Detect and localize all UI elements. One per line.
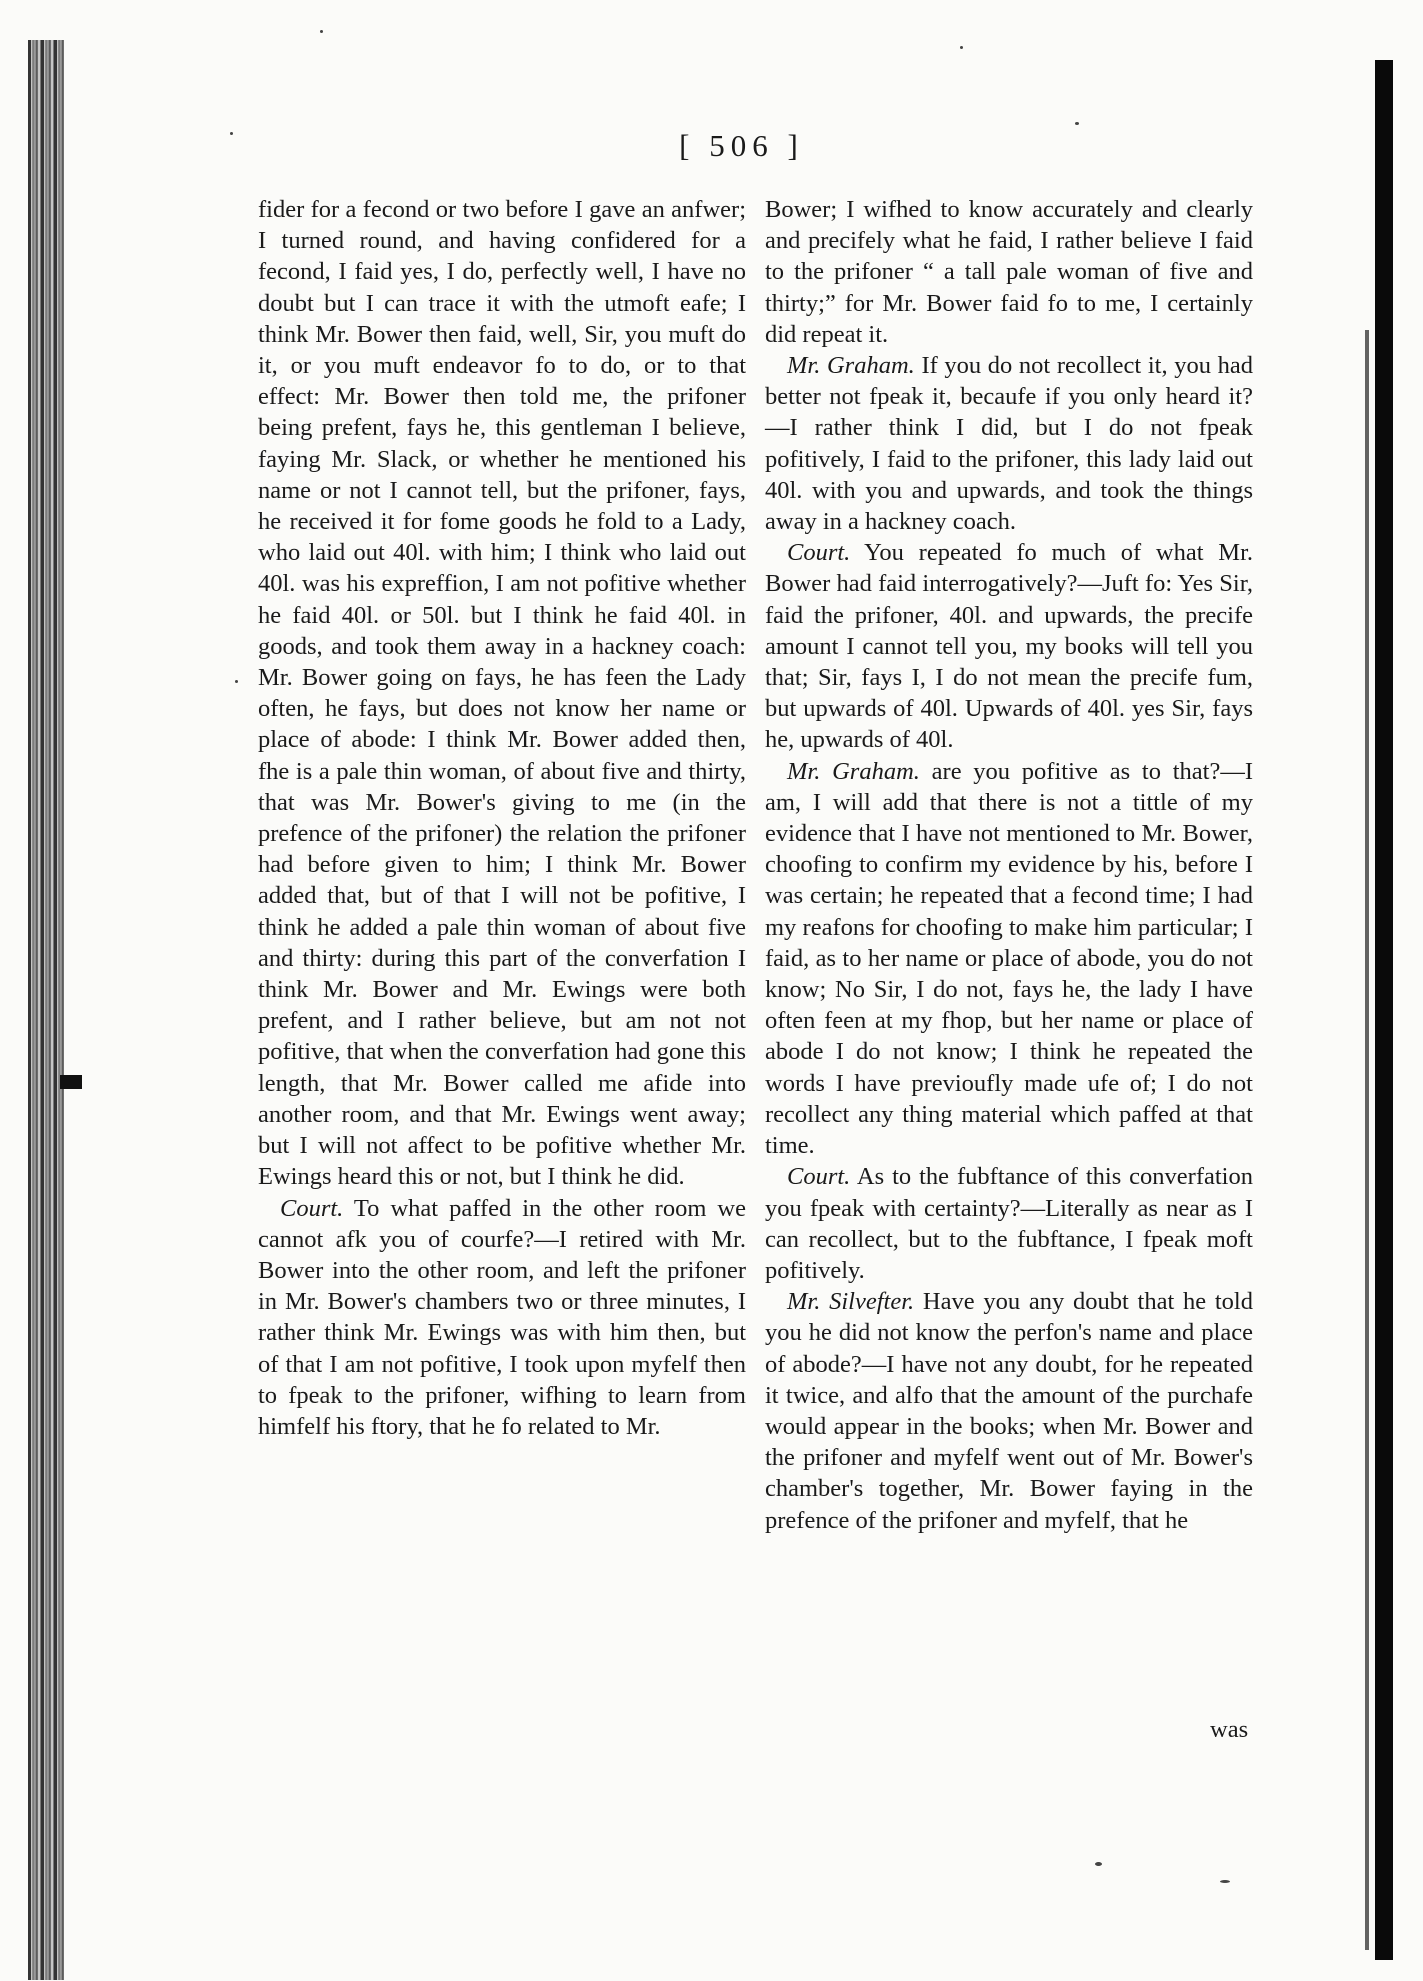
right-paragraph-3 [765, 537, 1253, 755]
right-paragraph-4 [765, 756, 1253, 1162]
paragraph-text: fider for a fecond or two before I gave an anfwer; I turned round, and having confidered for a fecond, I faid yes, I do, perfectly well, I have no doubt but I can trace it with the utmoft eafe; I think Mr. Bower then faid, well, Sir, you muft do it, or you muft endeavor fo to do, or to that effect: Mr. Bower then told me, the prifoner being prefent, fays he, this gentleman I believe, faying Mr. Slack, or whether he mentioned his name or not I cannot tell, but the prifoner, fays, he received it for fome goods he fold to a Lady, who laid out 40l. with him; I think who laid out 40l. was his expreffion, I am not pofitive whether he faid 40l. or 50l. but I think he faid 40l. in goods, and took them away in a hackney coach: Mr. Bower going on fays, he has feen the Lady often, he fays, but does not know her name or place of abode: I think Mr. Bower added then, fhe is a pale thin woman, of about five and thirty, that was Mr. Bower's giving to me (in the prefence of the prifoner) the relation the prifoner had before given to him; I think Mr. Bower added that, but of that I will not be pofitive, I think he added a pale thin woman of about five and thirty: during this part of the converfation I think Mr. Bower and Mr. Ewings were both prefent, and I rather believe, but am not not pofitive, that when the converfation had gone this length, that Mr. Bower called me afide into another room, and that Mr. Ewings went away; but I will not affect to be pofitive whether Mr. Ewings heard this or not, but I think he did. [258, 196, 746, 1191]
left-column [258, 194, 746, 1442]
scan-speck [1220, 1880, 1230, 1883]
binding-marker [60, 1075, 82, 1089]
paragraph-text: As to the fubftance of this converfation you fpeak with certainty?—Literally as near as I can recollect, but to the fubftance, I fpeak moft pofitively. [765, 1163, 1253, 1284]
speaker-label: Court. [787, 539, 851, 567]
binding-edge-left [28, 40, 64, 1980]
right-paragraph-1 [765, 194, 1253, 350]
right-paragraph-5 [765, 1161, 1253, 1286]
paragraph-text: Bower; I wifhed to know accurately and clearly and precifely what he faid, I rather believe I faid to the prifoner “ a tall pale woman of five and thirty;” for Mr. Bower faid fo to me, I certainly did repeat it. [765, 196, 1253, 348]
scan-speck [1095, 1862, 1102, 1866]
scan-speck [1075, 122, 1079, 125]
speaker-label: Mr. Silvefter. [787, 1288, 915, 1316]
right-paragraph-6 [765, 1286, 1253, 1536]
paragraph-text: If you do not recollect it, you had better not fpeak it, becaufe if you only heard it?—I rather think I did, but I do not fpeak pofitively, I faid to the prifoner, this lady laid out 40l. with you and upwards, and took the things away in a hackney coach. [765, 352, 1253, 536]
catchword: was [1210, 1716, 1249, 1743]
paragraph-text: You repeated fo much of what Mr. Bower had faid interrogatively?—Juft fo: Yes Sir, faid the prifoner, 40l. and upwards, the precife amount I cannot tell you, my books will tell you that; Sir, fays I, I do not mean the precife fum, but upwards of 40l. Upwards of 40l. yes Sir, fays he, upwards of 40l. [765, 539, 1254, 754]
left-paragraph-2 [258, 1193, 746, 1443]
left-paragraph-1 [258, 194, 746, 1193]
paragraph-text: are you pofitive as to that?—I am, I will add that there is not a tittle of my evidence that I have not mentioned to Mr. Bower, choofing to confirm my evidence by his, before I was certain; he repeated that a fecond time; I had my reafons for choofing to make him particular; I faid, as to her name or place of abode, you do not know; No Sir, I do not, fays he, the lady I have often feen at my fhop, but her name or place of abode I do not know; I think he repeated the words I have previoufly made ufe of; I do not recollect any thing material which paffed at that time. [765, 757, 1253, 1160]
right-paragraph-2 [765, 350, 1253, 537]
speaker-label: Mr. Graham. [787, 757, 920, 785]
scan-speck [960, 46, 963, 49]
page-number: [ 506 ] [679, 128, 804, 163]
paragraph-text: To what paffed in the other room we cannot afk you of courfe?—I retired with Mr. Bower into the other room, and left the prifoner in Mr. Bower's chambers two or three minutes, I rather think Mr. Ewings was with him then, but of that I am not pofitive, I took upon myfelf then to fpeak to the prifoner, wifhing to learn from himfelf his ftory, that he fo related to Mr. [258, 1194, 746, 1440]
scan-speck [320, 30, 323, 33]
paragraph-text: Have you any doubt that he told you he did not know the perfon's name and place of abode?—I have not any doubt, for he repeated it twice, and alfo that the amount of the purchafe would appear in the books; when Mr. Bower and the prifoner and myfelf went out of Mr. Bower's chamber's together, Mr. Bower faying in the prefence of the prifoner and myfelf, that he [765, 1288, 1253, 1534]
page-edge-right [1375, 60, 1393, 1960]
speaker-label: Court. [787, 1163, 851, 1191]
page-edge-shadow [1365, 330, 1369, 1950]
right-column [765, 194, 1253, 1536]
speaker-label: Court. [280, 1194, 344, 1222]
speaker-label: Mr. Graham. [787, 352, 915, 380]
scan-speck [235, 680, 238, 683]
